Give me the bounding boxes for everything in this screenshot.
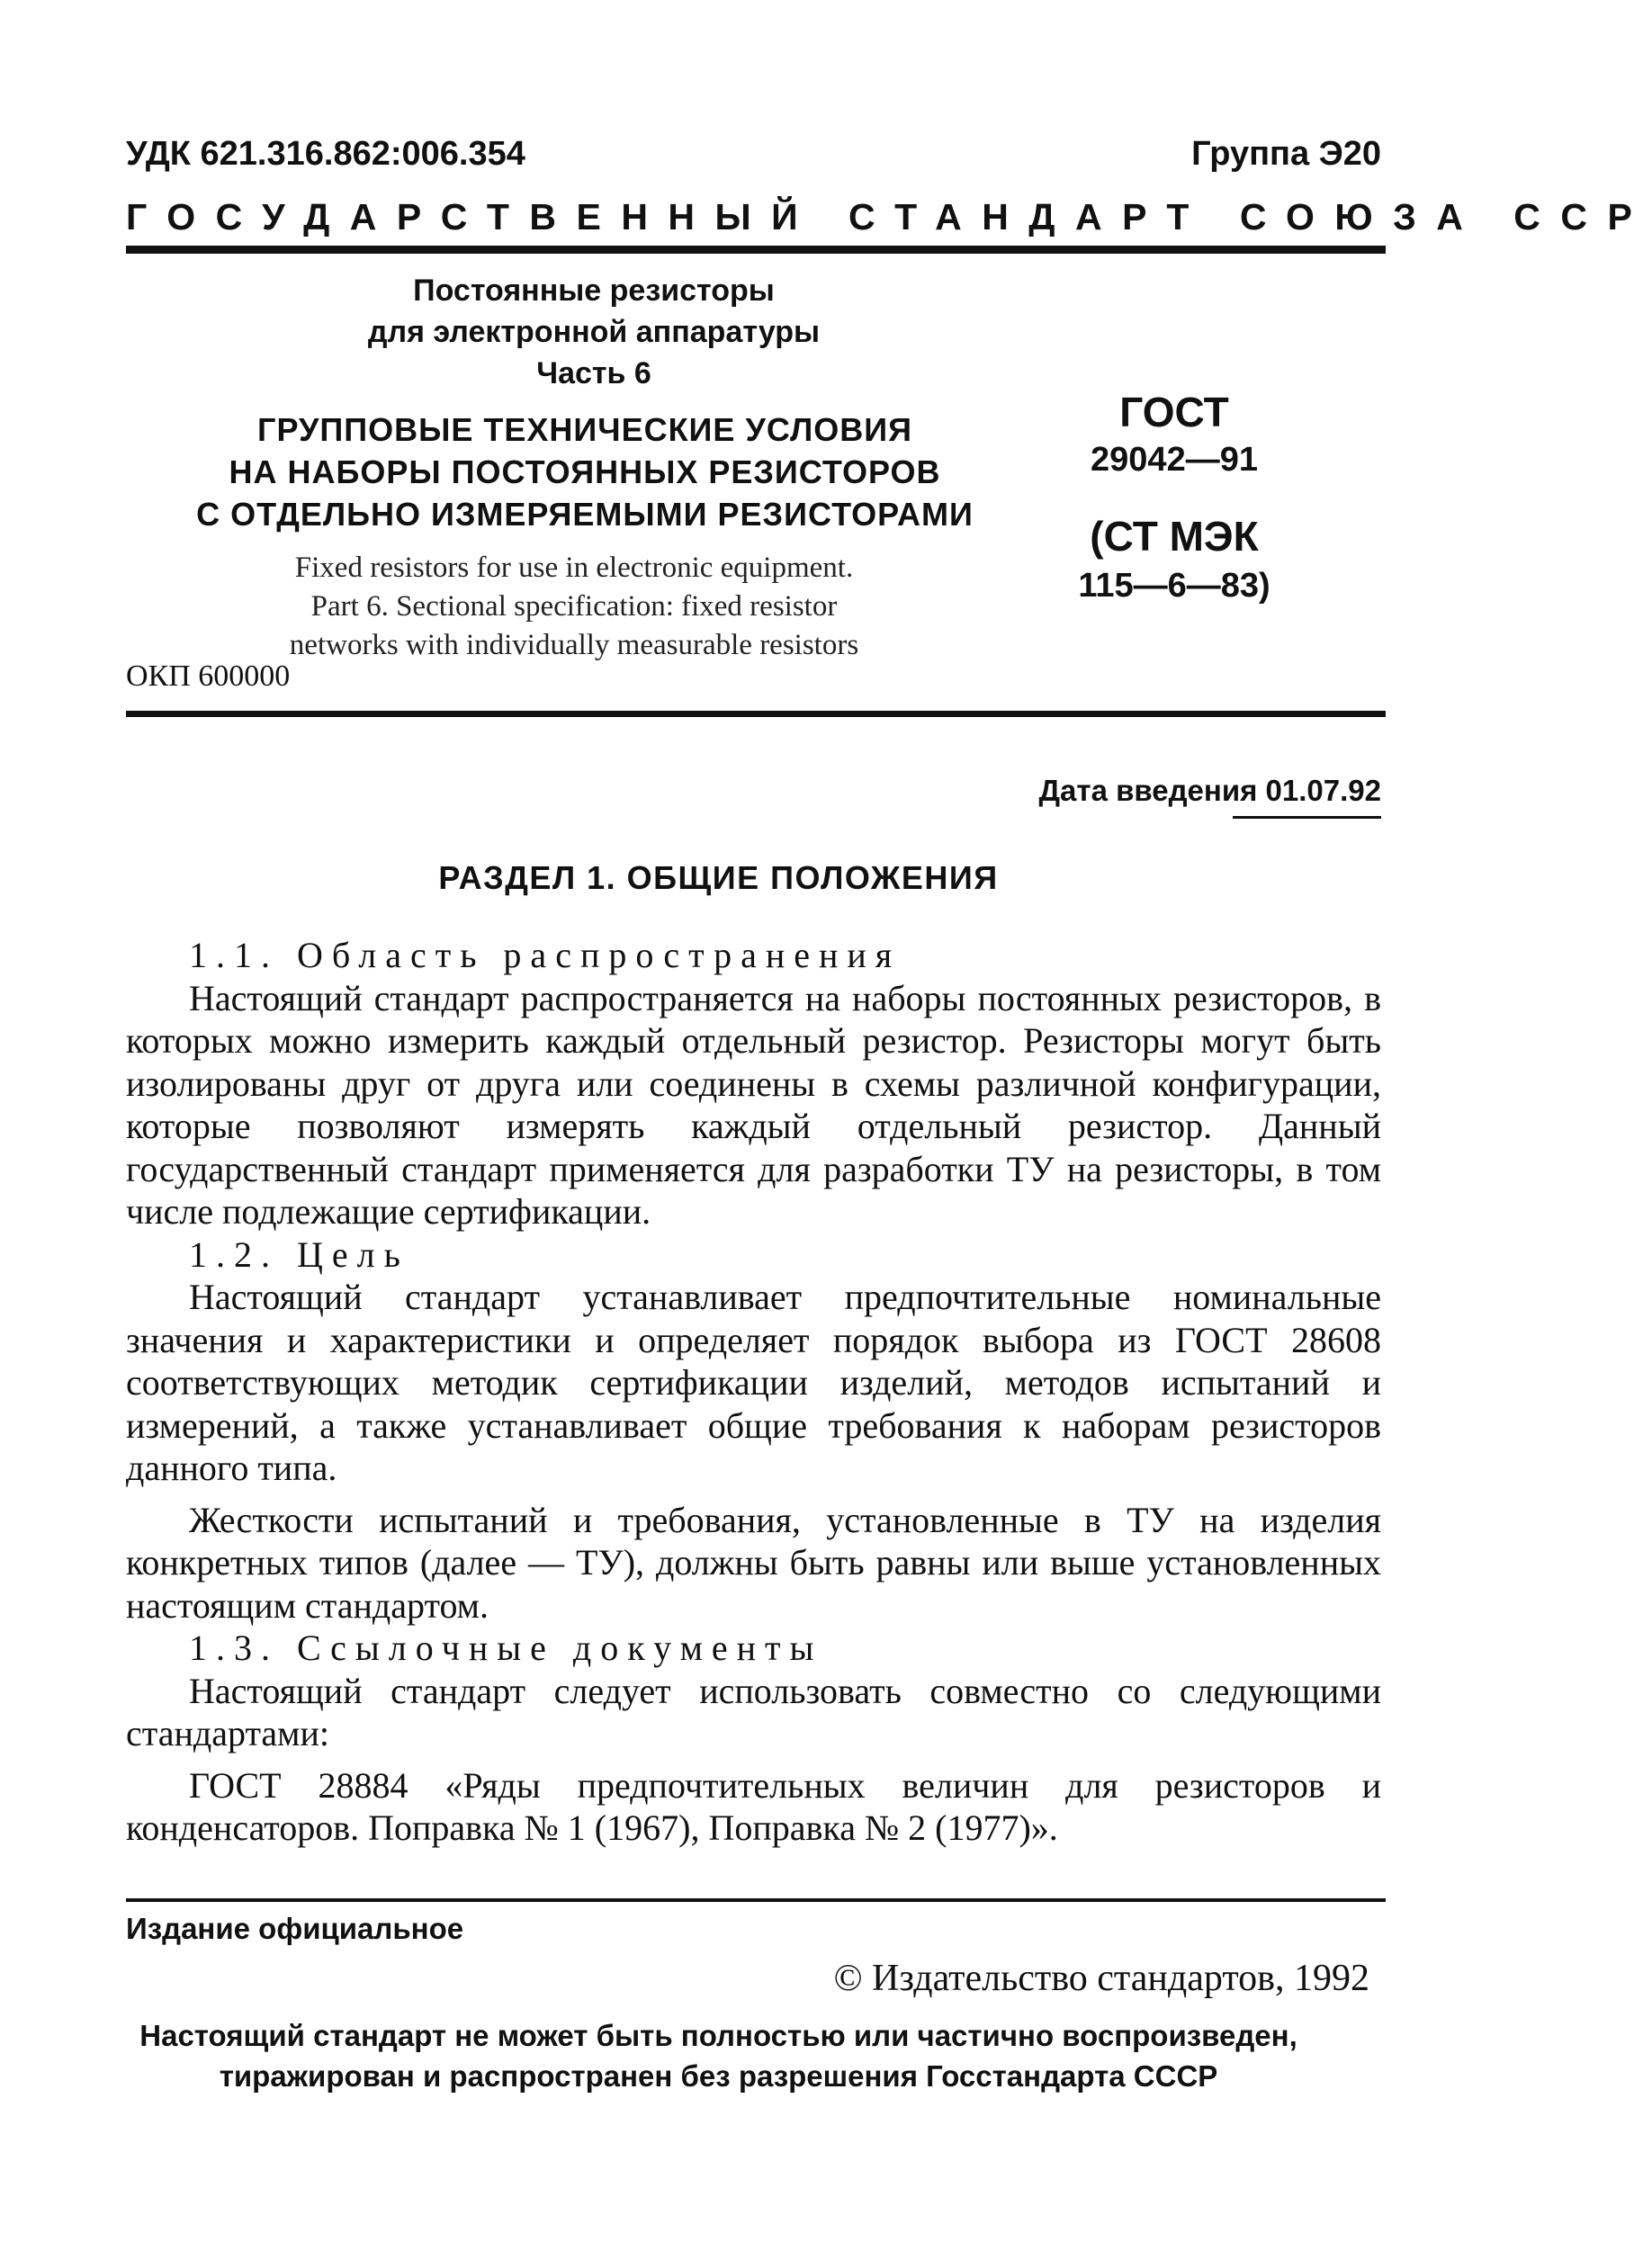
reproduction-notice	[0, 2015, 1437, 2096]
english-title-line: networks with individually measurable resistors	[289, 629, 859, 661]
subsection-heading: 1.1. Область распространения	[189, 935, 902, 975]
gost-designation	[1035, 387, 1314, 608]
section-title: РАЗДЕЛ 1. ОБЩИЕ ПОЛОЖЕНИЯ	[438, 859, 999, 896]
notice-line: тиражирован и распространен без разрешения Госстандарта СССР	[219, 2059, 1218, 2093]
organization-title: ГОСУДАРСТВЕННЫЙ СТАНДАРТ СОЮЗА ССР	[126, 196, 1652, 238]
introduction-date-value: 01.07.92	[1265, 774, 1381, 807]
official-edition-label: Издание официальное	[126, 1912, 464, 1945]
gost-label: ГОСТ	[1119, 389, 1229, 435]
notice-line: Настоящий стандарт не может быть полностью или частично воспроизведен,	[139, 2019, 1297, 2052]
paragraph: Настоящий стандарт распространяется на наборы постоянных резисторов, в которых можно измерить каждый отдельный резистор. Резисторы могут быть изолированы друг от друга или соединены в схемы различной конфигурации, которые позволяют измерять каждый отдельный резистор. Данный государственный стандарт применяется для разработки ТУ на резисторы, в том числе подлежащие сертификации.	[126, 977, 1381, 1232]
udk-code: УДК 621.316.862:006.354	[126, 135, 525, 173]
paragraph: Жесткости испытаний и требования, установленные в ТУ на изделия конкретных типов (далее — ТУ), должны быть равны или выше установленных настоящим стандартом.	[126, 1499, 1381, 1626]
english-title	[209, 549, 939, 665]
okp-code: ОКП 600000	[126, 659, 291, 693]
heading-line: С ОТДЕЛЬНО ИЗМЕРЯЕМЫМИ РЕЗИСТОРАМИ	[196, 496, 974, 533]
subsection-heading: 1.2. Цель	[189, 1233, 409, 1275]
english-title-line: Part 6. Sectional specification: fixed resistor	[310, 590, 838, 623]
subtitle-line: для электронной аппаратуры	[367, 315, 821, 349]
gost-number: 29042—91	[1091, 441, 1258, 479]
subtitle	[261, 270, 927, 394]
subsection-heading: 1.3. Ссылочные документы	[189, 1628, 823, 1668]
subtitle-line: Постоянные резисторы	[413, 274, 775, 308]
english-title-line: Fixed resistors for use in electronic equipment.	[294, 552, 854, 584]
iec-label: (СТ МЭК	[1090, 513, 1259, 560]
footer-rule	[126, 1898, 1386, 1902]
paragraph: Настоящий стандарт устанавливает предпочтительные номинальные значения и характеристики и определяет порядок выбора из ГОСТ 28608 соответствующих методик сертификации изделий, методов испытаний и измерений, а также устанавливает общие требования к наборам резисторов данного типа.	[126, 1277, 1381, 1488]
heading-line: НА НАБОРЫ ПОСТОЯННЫХ РЕЗИСТОРОВ	[229, 453, 941, 490]
header-rule	[126, 246, 1386, 254]
introduction-date-label: Дата введения	[1038, 774, 1258, 807]
heading-line: ГРУППОВЫЕ ТЕХНИЧЕСКИЕ УСЛОВИЯ	[257, 411, 912, 448]
introduction-date	[1039, 774, 1381, 808]
date-underline	[1233, 816, 1381, 819]
group-code: Группа Э20	[1191, 135, 1381, 173]
subtitle-line: Часть 6	[536, 356, 651, 390]
paragraph: ГОСТ 28884 «Ряды предпочтительных величин для резисторов и конденсаторов. Поправка № 1 (1967), Поправка № 2 (1977)».	[126, 1764, 1381, 1848]
document-body	[126, 934, 1381, 1850]
copyright-line: © Издательство стандартов, 1992	[833, 1958, 1369, 1999]
document-heading	[180, 408, 990, 535]
title-block-rule	[126, 711, 1386, 717]
paragraph: Настоящий стандарт следует использовать совместно со следующими стандартами:	[126, 1670, 1381, 1753]
iec-number: 115—6—83)	[1078, 567, 1270, 605]
